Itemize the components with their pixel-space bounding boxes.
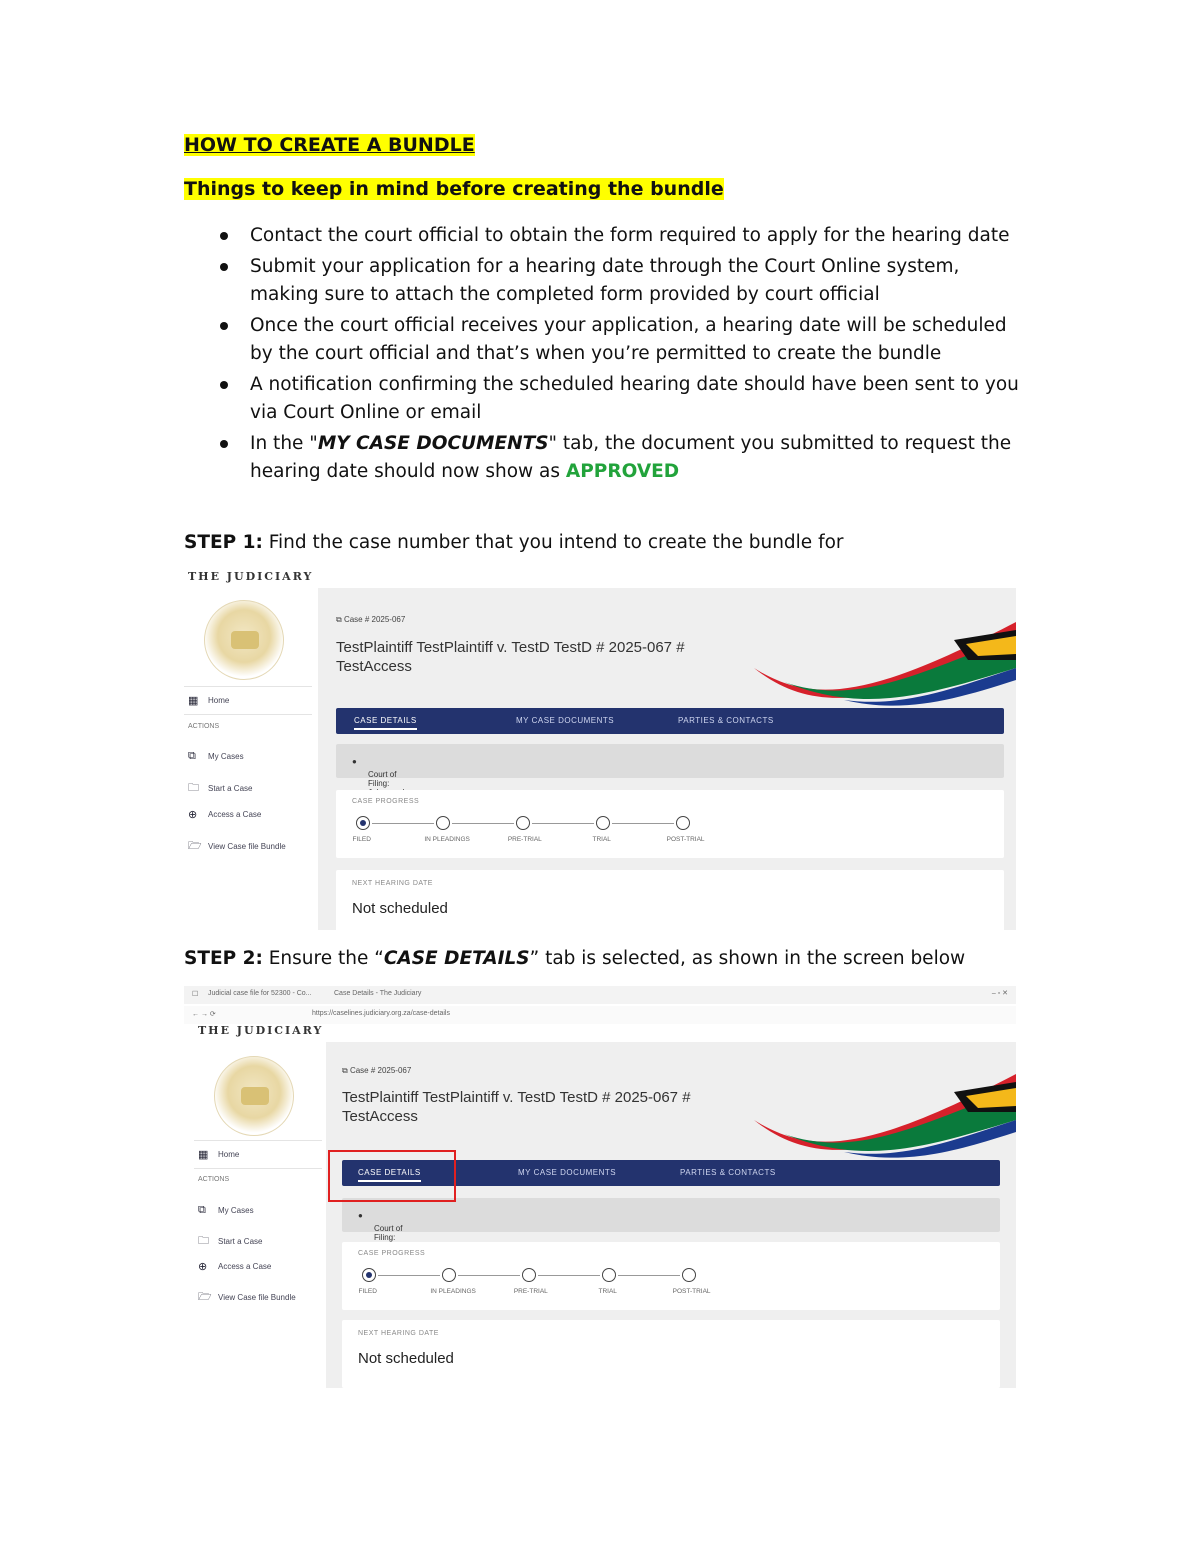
nav-home[interactable]: ▦ Home	[188, 695, 230, 707]
next-hearing-panel: NEXT HEARING DATE Not scheduled	[342, 1320, 1000, 1388]
progress-step-trial	[596, 816, 610, 830]
case-progress-tracker: FILED IN PLEADINGS PRE-TRIAL TRIAL POST-TRIAL	[362, 1268, 722, 1294]
list-item: In the "MY CASE DOCUMENTS" tab, the document you submitted to request the hearing date should now show as APPROVED	[184, 430, 1024, 486]
nav-section-actions: ACTIONS	[188, 723, 220, 730]
step-2: STEP 2: Ensure the “CASE DETAILS” tab is selected, as shown in the screen below	[184, 948, 966, 969]
nav-section-actions: ACTIONS	[198, 1176, 230, 1183]
requirements-list	[184, 222, 1024, 489]
tab-case-details[interactable]: CASE DETAILS	[354, 716, 417, 730]
folder-icon: 🗀	[188, 782, 199, 794]
next-hearing-value: Not scheduled	[352, 900, 448, 917]
progress-step-pleadings	[442, 1268, 456, 1282]
list-item: A notification confirming the scheduled hearing date should have been sent to you via Court Online or email	[184, 371, 1024, 427]
folder-icon: 🗀	[198, 1235, 209, 1247]
highlight-box	[328, 1150, 456, 1202]
court-of-filing: ● Court of Filing:	[342, 1198, 1000, 1232]
progress-step-pretrial	[522, 1268, 536, 1282]
list-item: Once the court official receives your application, a hearing date will be scheduled by the court official and that’s when you’re permitted to create the bundle	[184, 312, 1024, 368]
browser-tab-1[interactable]: Judicial case file for 52300 - Co...	[208, 990, 312, 997]
progress-step-posttrial	[676, 816, 690, 830]
list-item: Contact the court official to obtain the form required to apply for the hearing date	[184, 222, 1024, 250]
nav-access-case[interactable]: ⊕ Access a Case	[198, 1261, 272, 1273]
document-subtitle: Things to keep in mind before creating the bundle	[184, 178, 724, 200]
case-tabs	[336, 708, 1004, 734]
nav-view-bundle[interactable]: 🗁 View Case file Bundle	[188, 837, 286, 856]
address-input[interactable]: https://caselines.judiciary.org.za/case-details	[312, 1010, 450, 1017]
nav-my-cases[interactable]: ⧉ My Cases	[198, 1204, 254, 1216]
folder-open-icon: 🗁	[188, 840, 202, 852]
nav-arrows-icon[interactable]: ← → ⟳	[192, 1011, 216, 1018]
case-progress-panel: CASE PROGRESS FILED IN PLEADINGS PRE-TRIAL TRIAL POST-TRIAL	[342, 1242, 1000, 1310]
grid-icon: ▦	[188, 695, 199, 707]
nav-start-case[interactable]: 🗀 Start a Case	[188, 779, 252, 798]
window-controls-icon[interactable]: – ▫ ✕	[991, 990, 1008, 997]
judiciary-logo-text: THE JUDICIARY	[198, 1024, 324, 1037]
case-title: TestPlaintiff TestPlaintiff v. TestD TestD # 2025-067 # TestAccess	[336, 639, 685, 675]
tab-parties-contacts[interactable]: PARTIES & CONTACTS	[680, 1168, 776, 1177]
judiciary-logo-text: THE JUDICIARY	[188, 570, 314, 583]
progress-step-pleadings	[436, 816, 450, 830]
case-screen-screenshot-2	[184, 986, 1016, 1388]
progress-step-posttrial	[682, 1268, 696, 1282]
folder-open-icon: 🗁	[198, 1291, 212, 1303]
browser-tabs: ☐ Judicial case file for 52300 - Co... Case Details - The Judiciary – ▫ ✕	[184, 986, 1016, 1004]
judiciary-crest-icon	[214, 1056, 294, 1136]
nav-home[interactable]: ▦ Home	[198, 1149, 240, 1161]
flag-ribbon-icon	[754, 596, 1016, 708]
progress-step-trial	[602, 1268, 616, 1282]
list-item: Submit your application for a hearing date through the Court Online system, making sure to attach the completed form provided by court official	[184, 253, 1024, 309]
tab-parties-contacts[interactable]: PARTIES & CONTACTS	[678, 716, 774, 725]
grid-icon: ▦	[198, 1149, 209, 1161]
approved-status: APPROVED	[565, 461, 680, 482]
tab-my-case-documents[interactable]: MY CASE DOCUMENTS	[516, 716, 615, 725]
document-title: HOW TO CREATE A BUNDLE	[184, 134, 475, 156]
flag-ribbon-icon	[754, 1048, 1016, 1160]
tab-my-case-documents[interactable]: MY CASE DOCUMENTS	[518, 1168, 617, 1177]
cases-icon: ⧉	[198, 1204, 206, 1216]
tab-case-details[interactable]: CASE DETAILS	[358, 1168, 421, 1182]
nav-view-bundle[interactable]: 🗁 View Case file Bundle	[198, 1288, 296, 1307]
progress-step-filed	[356, 816, 370, 830]
case-number: ⧉ Case # 2025-067	[342, 1066, 412, 1075]
nav-my-cases[interactable]: ⧉ My Cases	[188, 750, 244, 762]
case-number: ⧉ Case # 2025-067	[336, 615, 406, 624]
browser-tab-2[interactable]: Case Details - The Judiciary	[334, 990, 422, 997]
court-of-filing: ● Court of Filing:	[336, 744, 1004, 778]
case-progress-panel: CASE PROGRESS FILED IN PLEADINGS PRE-TRIAL TRIAL POST-TRIAL	[336, 790, 1004, 858]
cases-icon: ⧉	[188, 750, 196, 762]
nav-start-case[interactable]: 🗀 Start a Case	[198, 1232, 262, 1251]
globe-icon: ⊕	[188, 809, 198, 821]
nav-access-case[interactable]: ⊕ Access a Case	[188, 809, 262, 821]
browser-address-bar	[184, 1006, 1016, 1024]
case-progress-tracker: FILED IN PLEADINGS PRE-TRIAL TRIAL POST-TRIAL	[356, 816, 716, 842]
globe-icon: ⊕	[198, 1261, 208, 1273]
main-content	[318, 588, 1016, 930]
judiciary-crest-icon	[204, 600, 284, 680]
progress-step-pretrial	[516, 816, 530, 830]
step-1: STEP 1: Find the case number that you intend to create the bundle for	[184, 532, 844, 553]
case-screen-screenshot-1	[184, 568, 1016, 930]
next-hearing-panel: NEXT HEARING DATE Not scheduled	[336, 870, 1004, 930]
main-content	[326, 1042, 1016, 1388]
case-title: TestPlaintiff TestPlaintiff v. TestD TestD # 2025-067 # TestAccess	[342, 1089, 691, 1125]
next-hearing-value: Not scheduled	[358, 1350, 454, 1367]
progress-step-filed	[362, 1268, 376, 1282]
